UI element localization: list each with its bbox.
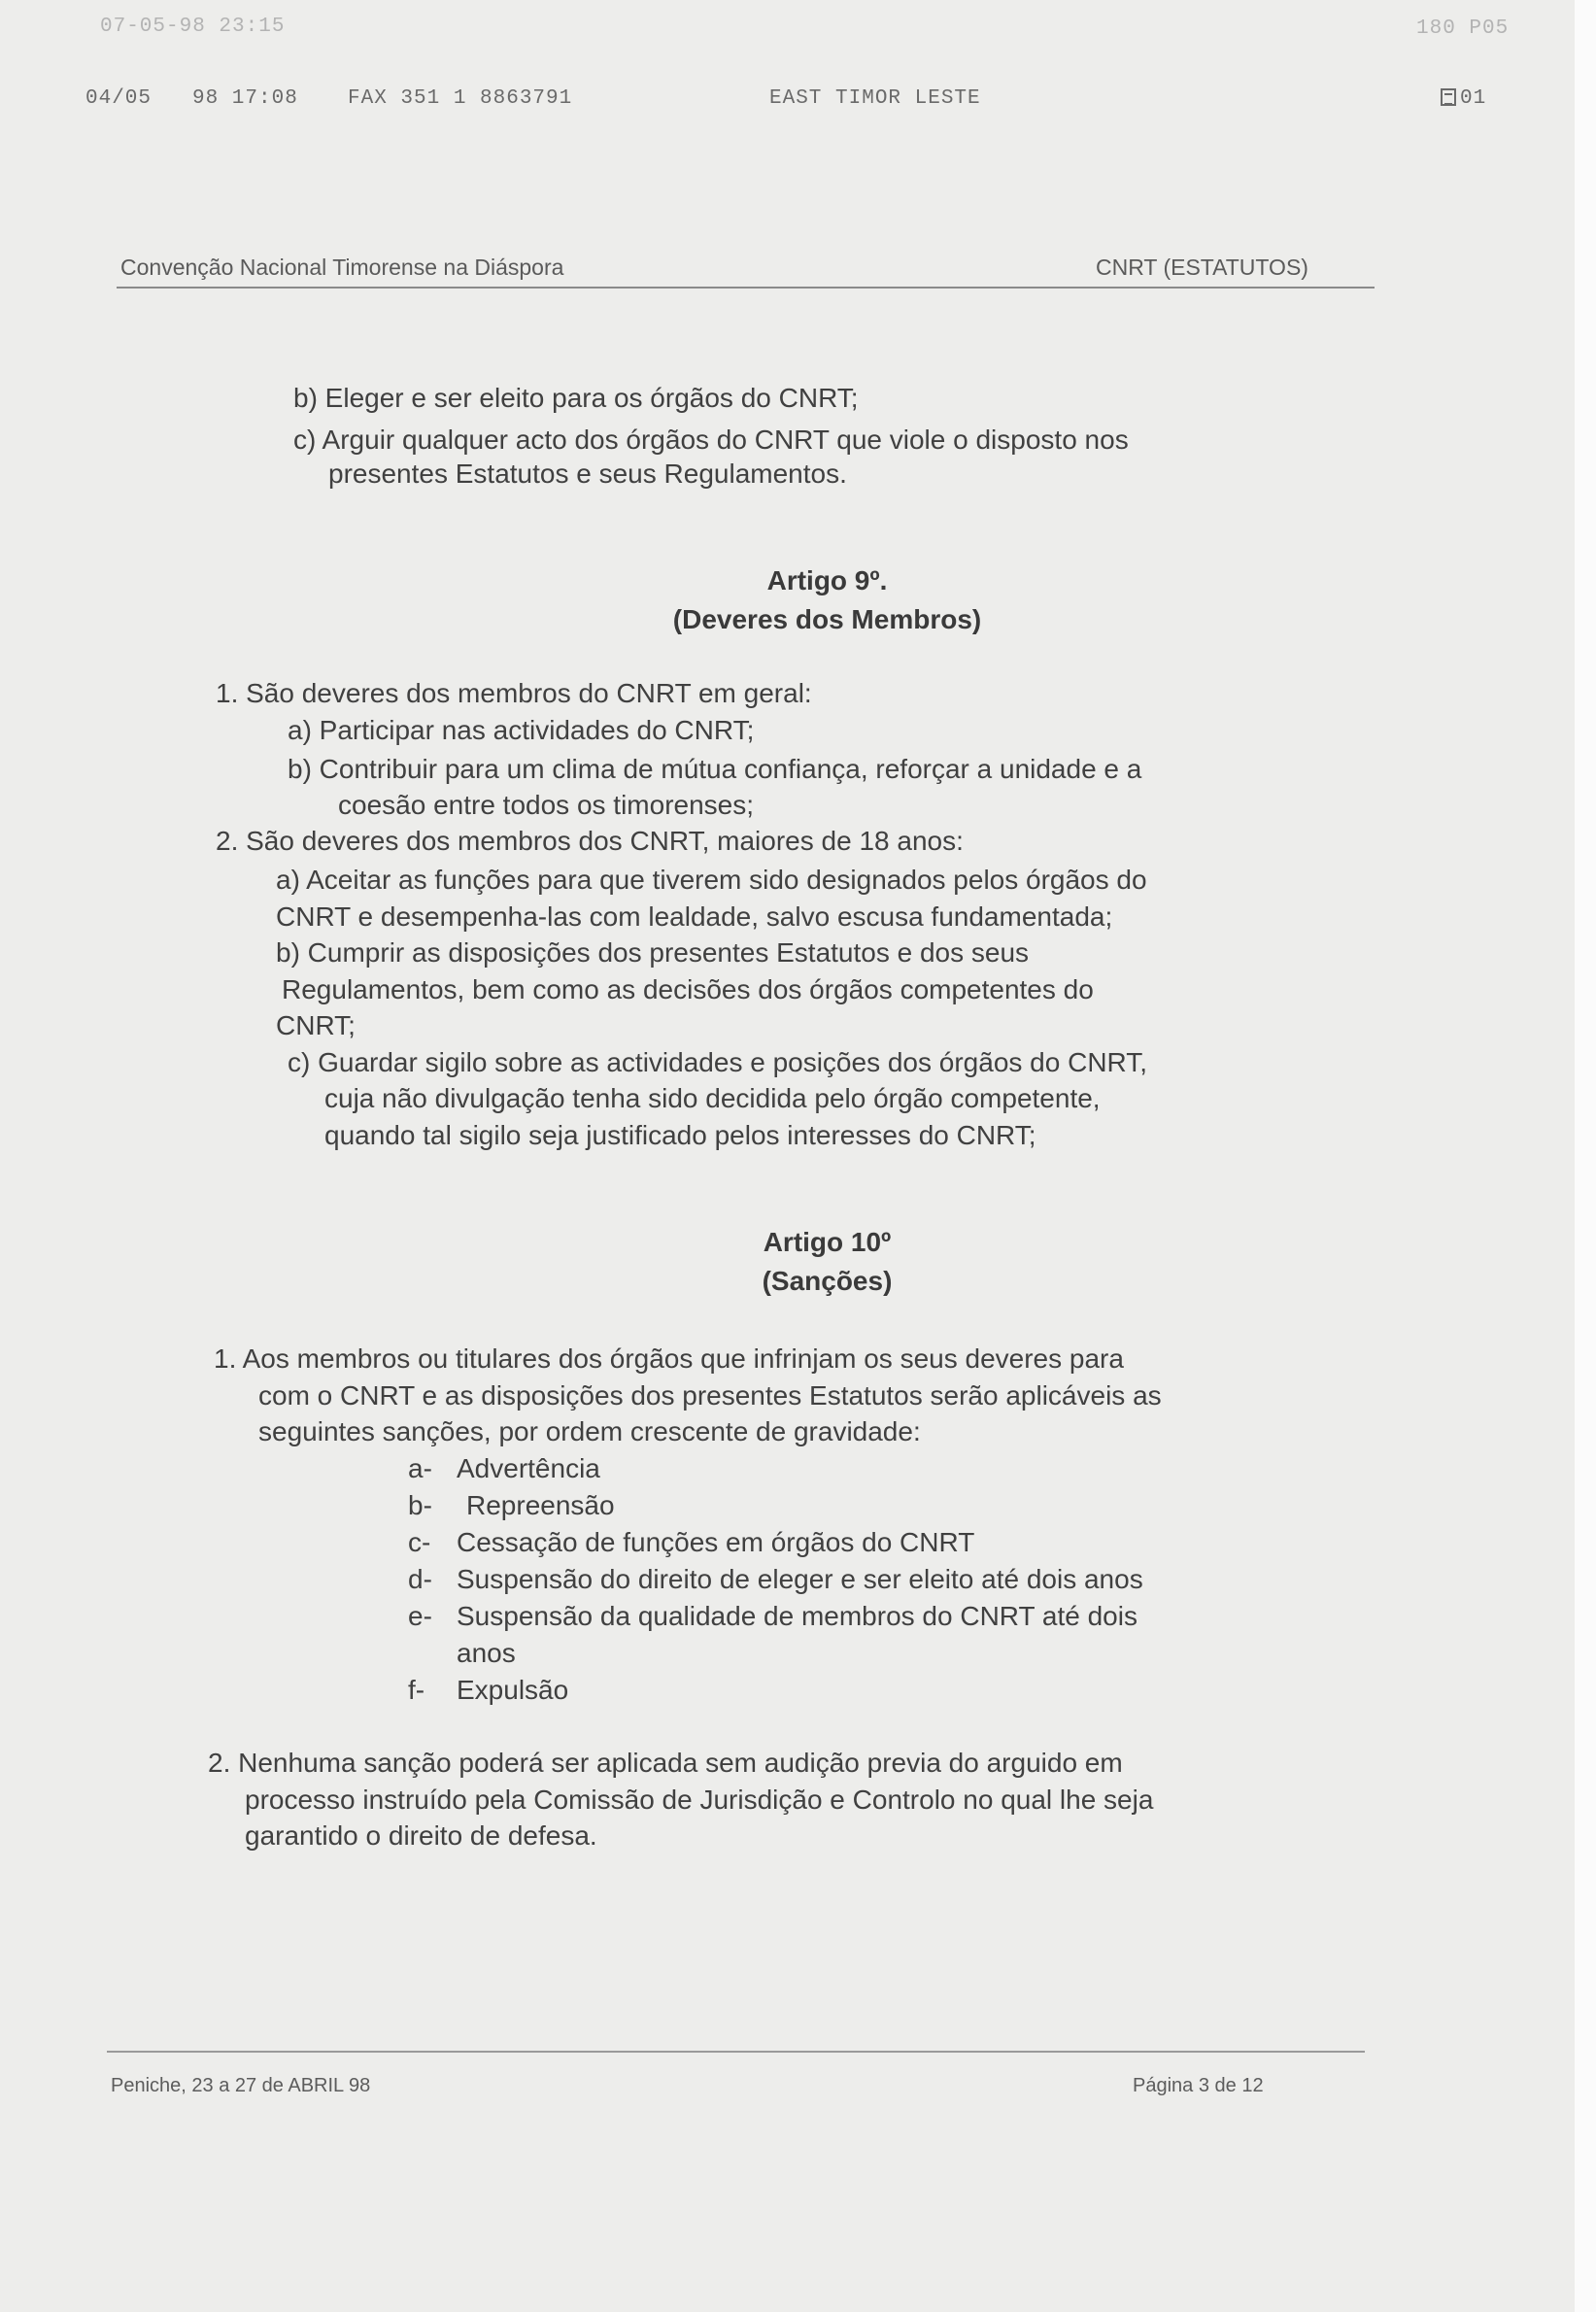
page-edge: [1575, 0, 1596, 2312]
art10-paragraph-2-line3: garantido o direito de defesa.: [245, 1820, 597, 1851]
header-document-title: CNRT (ESTATUTOS): [1096, 255, 1308, 280]
sanction-marker: a-: [408, 1453, 432, 1483]
art9-item-2a-line1: a) Aceitar as funções para que tiverem sido designados pelos órgãos do: [276, 865, 1147, 895]
article-10-subtitle: (Sanções): [762, 1266, 893, 1296]
art9-item-2b-line2: Regulamentos, bem como as decisões dos órgãos competentes do: [282, 974, 1094, 1004]
fax-number: FAX 351 1 8863791: [348, 87, 573, 110]
sanction-item: Cessação de funções em órgãos do CNRT: [457, 1527, 975, 1557]
art9-item-2c-line1: c) Guardar sigilo sobre as actividades e posições dos órgãos do CNRT,: [288, 1047, 1148, 1077]
fax-page-icon: [1441, 88, 1456, 106]
fax-page-number: [1441, 87, 1486, 110]
fax-page-value: 01: [1460, 87, 1487, 110]
art9-item-2c-line3: quando tal sigilo seja justificado pelos interesses do CNRT;: [324, 1120, 1036, 1150]
article-9-subtitle: (Deveres dos Membros): [672, 604, 982, 634]
fax-receive-page: 180 P05: [1416, 17, 1510, 40]
art9-item-2b-line1: b) Cumprir as disposições dos presentes Estatutos e dos seus: [276, 937, 1030, 968]
art9-item-2c-line2: cuja não divulgação tenha sido decidida pelo órgão competente,: [324, 1083, 1101, 1113]
sanction-marker: e-: [408, 1601, 432, 1631]
sanction-item: Advertência: [457, 1453, 600, 1483]
art9-paragraph-1: 1. São deveres dos membros do CNRT em geral:: [216, 678, 812, 708]
art9-item-1b-line1: b) Contribuir para um clima de mútua confiança, reforçar a unidade e a: [288, 754, 1142, 784]
fax-send-date: 04/05: [85, 87, 153, 110]
article-10-title: Artigo 10º: [763, 1227, 892, 1257]
art10-paragraph-1-line3: seguintes sanções, por ordem crescente de gravidade:: [258, 1416, 921, 1446]
sanction-marker: c-: [408, 1527, 431, 1557]
footer-page-number: Página 3 de 12: [1133, 2075, 1264, 2096]
sanction-item: Suspensão do direito de eleger e ser eleito até dois anos: [457, 1564, 1143, 1594]
sanction-item-continuation: anos: [457, 1638, 516, 1668]
fax-receive-timestamp: 07-05-98 23:15: [100, 16, 286, 38]
sanction-item: Expulsão: [457, 1675, 569, 1705]
art9-item-1b-line2: coesão entre todos os timorenses;: [338, 790, 755, 820]
fax-send-time: 98 17:08: [192, 87, 298, 110]
intro-item-c-line2: presentes Estatutos e seus Regulamentos.: [328, 459, 847, 489]
header-divider: [117, 287, 1375, 289]
art10-paragraph-2-line2: processo instruído pela Comissão de Jurisdição e Controlo no qual lhe seja: [245, 1785, 1154, 1815]
art10-paragraph-1-line2: com o CNRT e as disposições dos presentes Estatutos serão aplicáveis as: [258, 1380, 1162, 1411]
art10-paragraph-2-line1: 2. Nenhuma sanção poderá ser aplicada sem audição previa do arguido em: [208, 1748, 1123, 1778]
footer-divider: [107, 2051, 1365, 2053]
art9-paragraph-2: 2. São deveres dos membros dos CNRT, maiores de 18 anos:: [216, 826, 964, 856]
art9-item-1a: a) Participar nas actividades do CNRT;: [288, 715, 755, 745]
sanction-marker: d-: [408, 1564, 432, 1594]
sanction-item: Repreensão: [466, 1490, 615, 1520]
intro-item-c-line1: c) Arguir qualquer acto dos órgãos do CNRT que viole o disposto nos: [293, 425, 1129, 455]
sanction-item: Suspensão da qualidade de membros do CNRT até dois: [457, 1601, 1138, 1631]
fax-sender: EAST TIMOR LESTE: [769, 87, 981, 110]
footer-place-date: Peniche, 23 a 27 de ABRIL 98: [111, 2075, 371, 2096]
art9-item-2a-line2: CNRT e desempenha-las com lealdade, salvo escusa fundamentada;: [276, 901, 1113, 932]
article-9-title: Artigo 9º.: [766, 565, 888, 595]
art10-paragraph-1-line1: 1. Aos membros ou titulares dos órgãos que infrinjam os seus deveres para: [214, 1343, 1124, 1374]
sanction-marker: b-: [408, 1490, 432, 1520]
intro-item-b: b) Eleger e ser eleito para os órgãos do CNRT;: [293, 383, 859, 413]
sanction-marker: f-: [408, 1675, 425, 1705]
header-organization: Convenção Nacional Timorense na Diáspora: [120, 255, 564, 280]
art9-item-2b-line3: CNRT;: [276, 1010, 356, 1040]
